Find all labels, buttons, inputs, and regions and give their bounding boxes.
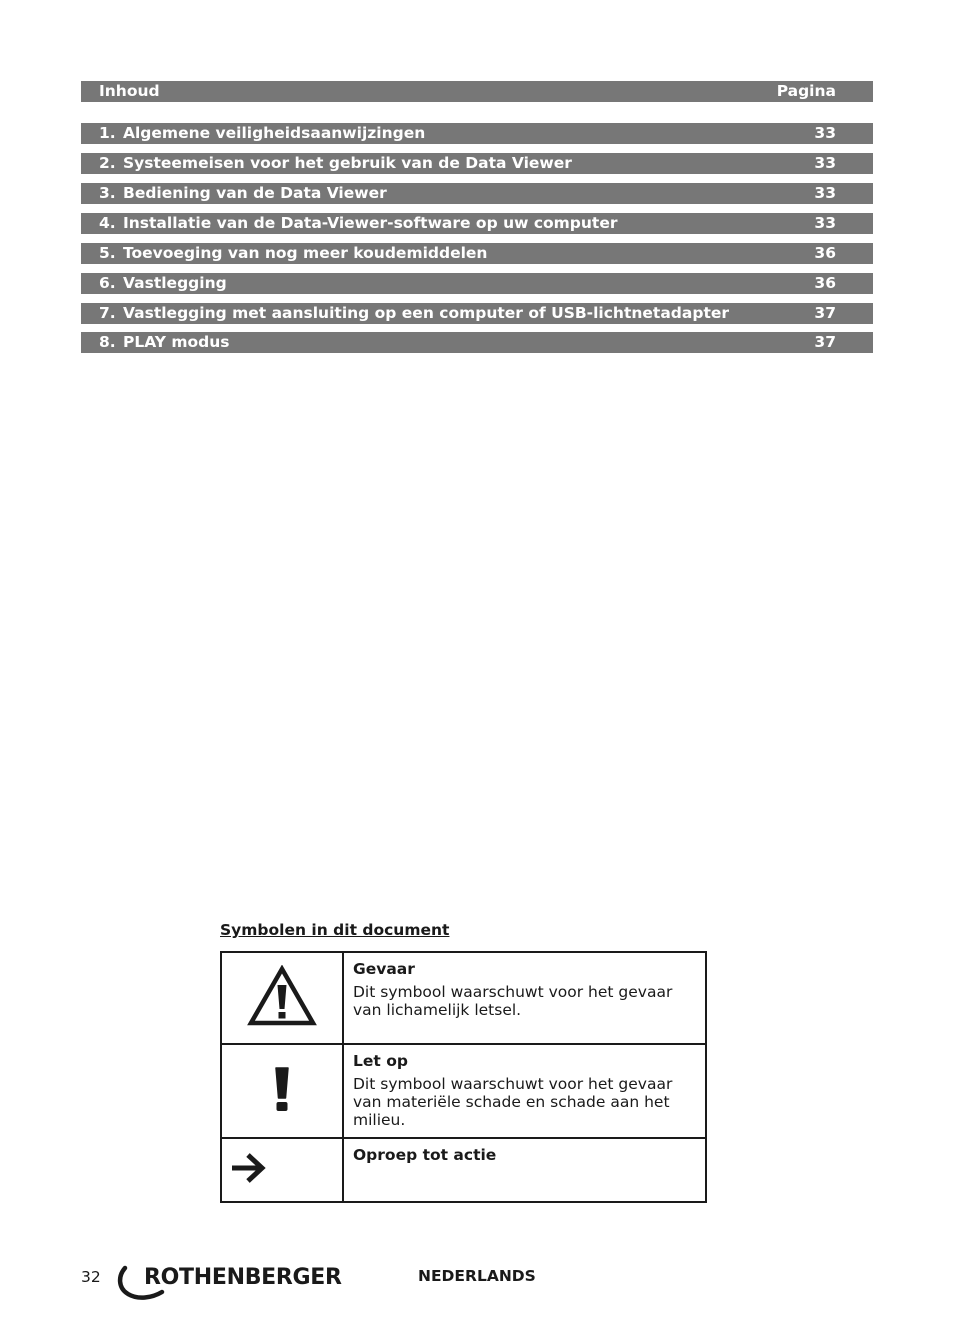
toc-item-title: Vastlegging [123, 274, 227, 292]
toc-item-page: 33 [814, 184, 836, 202]
toc-item[interactable] [81, 243, 873, 264]
toc-header [81, 81, 873, 102]
symbol-row-caution [221, 1044, 706, 1138]
toc-item-number: 2. [99, 154, 116, 172]
toc-item[interactable] [81, 213, 873, 234]
symbol-row-action [221, 1138, 706, 1202]
symbol-text-cell [343, 1044, 706, 1138]
toc-item-title: Vastlegging met aansluiting op een computer of USB-lichtnetadapter [123, 304, 730, 322]
symbol-text-cell [343, 952, 706, 1044]
toc-item[interactable] [81, 183, 873, 204]
toc-item-title: Installatie van de Data-Viewer-software op uw computer [123, 214, 618, 232]
symbols-heading: Symbolen in dit document [220, 921, 450, 939]
warning-triangle-icon [247, 965, 317, 1027]
toc-item[interactable] [81, 153, 873, 174]
toc-item-title: Algemene veiligheidsaanwijzingen [123, 124, 426, 142]
toc-item-page: 33 [814, 214, 836, 232]
symbol-title: Oproep tot actie [353, 1146, 497, 1164]
symbol-row-danger [221, 952, 706, 1044]
symbols-table [220, 951, 707, 1203]
toc-item-page: 36 [814, 274, 836, 292]
toc-item-title: Toevoeging van nog meer koudemiddelen [123, 244, 488, 262]
toc-item[interactable] [81, 332, 873, 353]
toc-item[interactable] [81, 273, 873, 294]
symbol-description: Dit symbool waarschuwt voor het gevaar van lichamelijk letsel. [353, 983, 673, 1019]
toc-item-number: 1. [99, 124, 116, 142]
symbol-description: Dit symbool waarschuwt voor het gevaar van materiële schade en schade aan het milieu. [353, 1075, 673, 1129]
symbol-title: Let op [353, 1052, 408, 1070]
toc-item[interactable] [81, 123, 873, 144]
toc-item-number: 7. [99, 304, 116, 322]
symbol-icon-cell [221, 952, 343, 1044]
toc-item-page: 36 [814, 244, 836, 262]
toc-item-title: Bediening van de Data Viewer [123, 184, 387, 202]
toc-item-title: PLAY modus [123, 333, 230, 351]
symbol-icon-cell [221, 1138, 343, 1202]
toc-item-page: 37 [814, 304, 836, 322]
language-label: NEDERLANDS [418, 1267, 536, 1285]
toc-item-page: 33 [814, 154, 836, 172]
brand-name: ROTHENBERGER [144, 1265, 342, 1290]
page-number: 32 [81, 1268, 101, 1286]
toc-item[interactable] [81, 303, 873, 324]
symbol-icon-cell [221, 1044, 343, 1138]
toc-item-number: 3. [99, 184, 116, 202]
toc-item-title: Systeemeisen voor het gebruik van de Data Viewer [123, 154, 572, 172]
toc-header-title: Inhoud [99, 82, 160, 100]
toc-header-page-label: Pagina [776, 82, 836, 100]
toc-item-number: 8. [99, 333, 116, 351]
toc-item-number: 5. [99, 244, 116, 262]
toc-item-page: 37 [814, 333, 836, 351]
exclamation-icon [272, 1066, 292, 1112]
symbol-title: Gevaar [353, 960, 415, 978]
toc-item-number: 6. [99, 274, 116, 292]
toc-item-page: 33 [814, 124, 836, 142]
symbol-text-cell [343, 1138, 706, 1202]
toc-item-number: 4. [99, 214, 116, 232]
arrow-right-icon [230, 1152, 268, 1184]
rothenberger-logo [116, 1262, 352, 1302]
